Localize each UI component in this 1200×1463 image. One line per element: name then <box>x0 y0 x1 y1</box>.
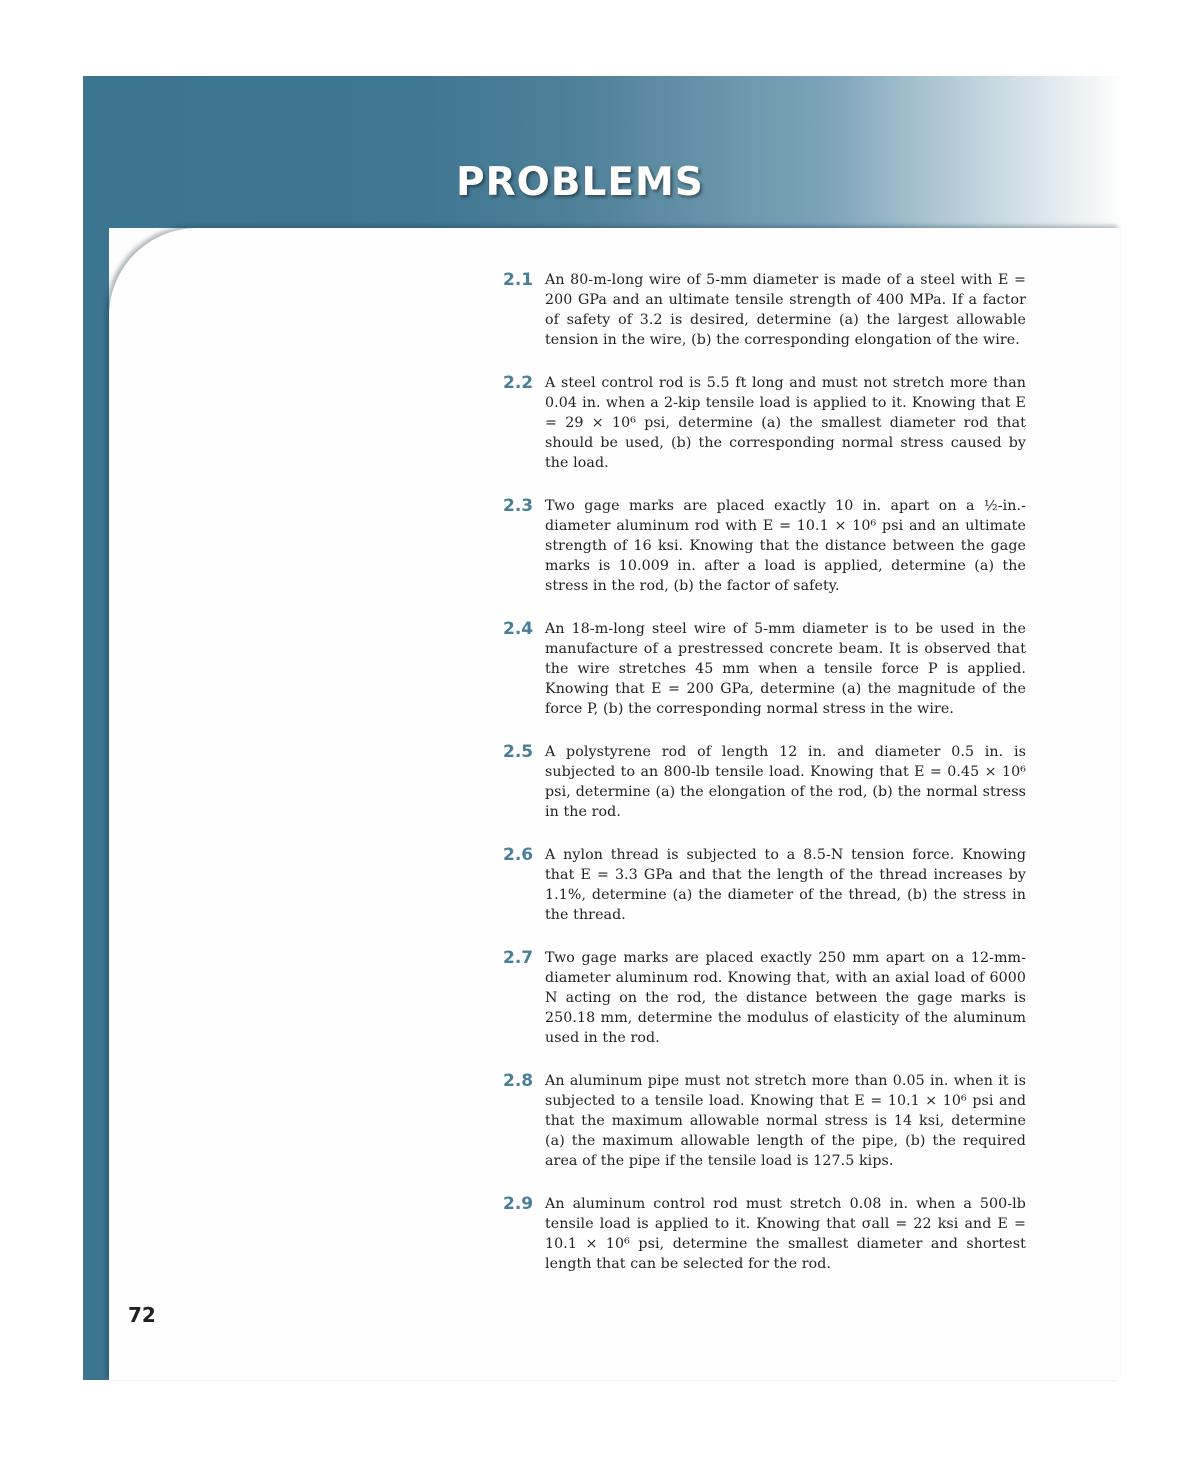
problem-item <box>503 619 1027 719</box>
problem-number: 2.9 <box>503 1194 534 1214</box>
problem-text: An aluminum control rod must stretch 0.08 in. when a 500-lb tensile load is applied to it. Knowing that σall = 22 ksi and E = 10.1 × 10⁶ psi, determine the smallest diameter and shortest length that can be selected for the rod. <box>545 1196 1026 1272</box>
problem-item <box>503 496 1027 596</box>
problem-text: An aluminum pipe must not stretch more than 0.05 in. when it is subjected to a tensile load. Knowing that E = 10.1 × 10⁶ psi and that the maximum allowable normal stress is 14 ksi, determine (a) the maximum allowable length of the pipe, (b) the required area of the pipe if the tensile load is 127.5 kips. <box>545 1073 1026 1169</box>
problem-number: 2.6 <box>503 845 534 865</box>
problem-item <box>503 948 1027 1048</box>
problem-text: Two gage marks are placed exactly 250 mm apart on a 12-mm-diameter aluminum rod. Knowing that, with an axial load of 6000 N acting on the rod, the distance between the gage marks is 250.18 mm, determine the modulus of elasticity of the aluminum used in the rod. <box>545 950 1026 1046</box>
problem-item <box>503 1071 1027 1171</box>
problem-number: 2.3 <box>503 496 534 516</box>
problem-text: A polystyrene rod of length 12 in. and diameter 0.5 in. is subjected to an 800-lb tensile load. Knowing that E = 0.45 × 10⁶ psi, determine (a) the elongation of the rod, (b) the normal stress in the rod. <box>545 744 1026 820</box>
problem-number: 2.5 <box>503 742 534 762</box>
problem-text: An 80-m-long wire of 5-mm diameter is made of a steel with E = 200 GPa and an ultimate tensile strength of 400 MPa. If a factor of safety of 3.2 is desired, determine (a) the largest allowable tension in the wire, (b) the corresponding elongation of the wire. <box>545 272 1026 348</box>
problem-number: 2.2 <box>503 373 534 393</box>
problem-item <box>503 742 1027 822</box>
problem-list <box>503 270 1027 1297</box>
header-band <box>83 76 1120 228</box>
problem-number: 2.8 <box>503 1071 534 1091</box>
problem-item <box>503 845 1027 925</box>
page-number: 72 <box>128 1303 156 1327</box>
problem-number: 2.7 <box>503 948 534 968</box>
page-title: PROBLEMS <box>456 160 704 205</box>
problem-text: Two gage marks are placed exactly 10 in. apart on a ½-in.-diameter aluminum rod with E = 10.1 × 10⁶ psi and an ultimate strength of 16 ksi. Knowing that the distance between the gage marks is 10.009 in. after a load is applied, determine (a) the stress in the rod, (b) the factor of safety. <box>545 498 1026 594</box>
problem-text: A steel control rod is 5.5 ft long and must not stretch more than 0.04 in. when a 2-kip tensile load is applied to it. Knowing that E = 29 × 10⁶ psi, determine (a) the smallest diameter rod that should be used, (b) the corresponding normal stress caused by the load. <box>545 375 1026 471</box>
problem-number: 2.1 <box>503 270 534 290</box>
problem-item <box>503 1194 1027 1274</box>
problem-item <box>503 270 1027 350</box>
sidebar-band <box>83 216 109 1380</box>
problem-number: 2.4 <box>503 619 534 639</box>
problem-text: An 18-m-long steel wire of 5-mm diameter is to be used in the manufacture of a prestressed concrete beam. It is observed that the wire stretches 45 mm when a tensile force P is applied. Knowing that E = 200 GPa, determine (a) the magnitude of the force P, (b) the corresponding normal stress in the wire. <box>545 621 1026 717</box>
problem-text: A nylon thread is subjected to a 8.5-N tension force. Knowing that E = 3.3 GPa and that the length of the thread increases by 1.1%, determine (a) the diameter of the thread, (b) the stress in the thread. <box>545 847 1026 923</box>
problem-item <box>503 373 1027 473</box>
